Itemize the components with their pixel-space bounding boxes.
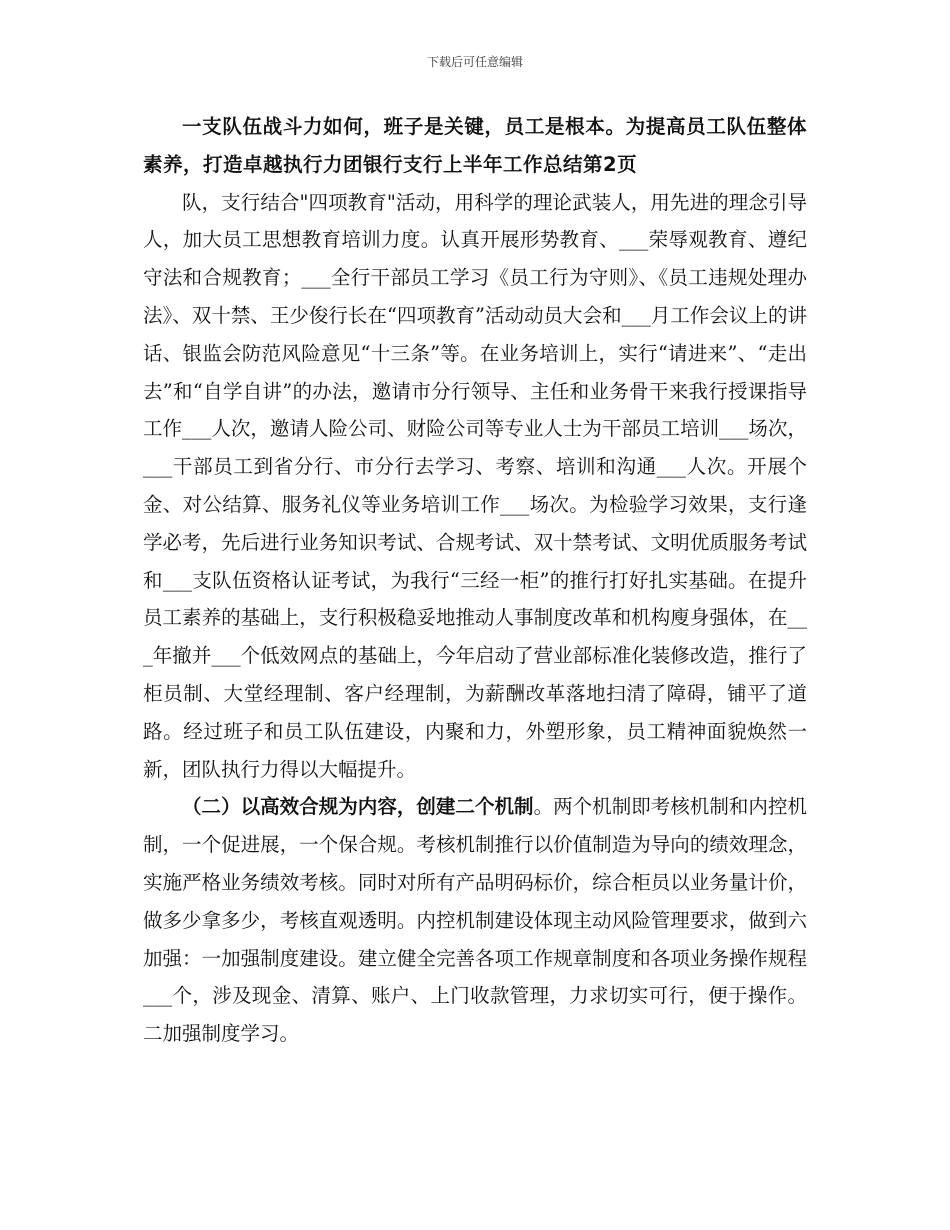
document-body (143, 108, 807, 1053)
page-header-note: 下载后可任意编辑 (426, 55, 523, 69)
section-paragraph (143, 788, 807, 1053)
section-heading: （二）以高效合规为内容，创建二个机制 (182, 795, 534, 819)
section-body-text: 。两个机制即考核机制和内控机制，一个促进展，一个保合规。考核机制推行以价值制造为导向的绩效理念，实施严格业务绩效考核。同时对所有产品明码标价，综合柜员以业务量计价，做多少拿多少，考核直观透明。内控机制建设体现主动风险管理要求，做到六加强：一加强制度建设。建立健全完善各项工作规章制度和各项业务操作规程___个，涉及现金、清算、账户、上门收款管理，力求切实可行，便于操作。二加强制度学习。 (143, 795, 807, 1046)
document-title-paragraph: 一支队伍战斗力如何，班子是关键，员工是根本。为提高员工队伍整体素养，打造卓越执行力团银行支行上半年工作总结第2页 (143, 115, 807, 176)
body-paragraph: 队，支行结合"四项教育"活动，用科学的理论武装人，用先进的理念引导人，加大员工思想教育培训力度。认真开展形势教育、___荣辱观教育、遵纪守法和合规教育；___全行干部员工学习《员工行为守则》、《员工违规处理办法》、双十禁、王少俊行长在“四项教育”活动动员大会和___月工作会议上的讲话、银监会防范风险意见“十三条”等。在业务培训上，实行“请进来”、“走出去”和“自学自讲”的办法，邀请市分行领导、主任和业务骨干来我行授课指导工作___人次，邀请人险公司、财险公司等专业人士为干部员工培训___场次，___干部员工到省分行、市分行去学习、考察、培训和沟通___人次。开展个金、对公结算、服务礼仪等业务培训工作___场次。为检验学习效果，支行逢学必考，先后进行业务知识考试、合规考试、双十禁考试、文明优质服务考试和___支队伍资格认证考试，为我行“三经一柜”的推行打好扎实基础。在提升员工素养的基础上，支行积极稳妥地推动人事制度改革和机构廋身强体，在___年撤并___个低效网点的基础上，今年启动了营业部标准化装修改造，推行了柜员制、大堂经理制、客户经理制，为薪酬改革落地扫清了障碍，铺平了道路。经过班子和员工队伍建设，内聚和力，外塑形象，员工精神面貌焕然一新，团队执行力得以大幅提升。 (143, 190, 807, 781)
